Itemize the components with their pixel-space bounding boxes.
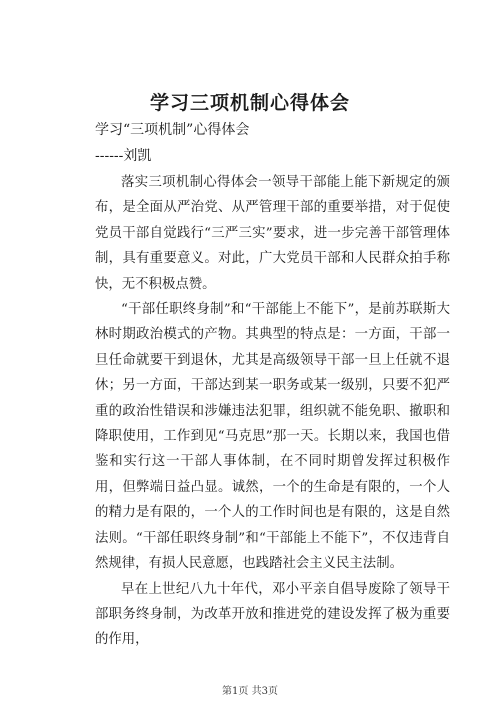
paragraph: 早在上世纪八九十年代，邓小平亲自倡导废除了领导干部职务终身制，为改革开放和推进党的建设发挥了极为重要的作用，	[95, 581, 450, 648]
document-subtitle: 学习“三项机制”心得体会	[95, 122, 250, 138]
paragraph: 落实三项机制心得体会一领导干部能上能下新规定的颁布，是全面从严治党、从严管理干部的重要举措，对于促使党员干部自觉践行“三严三实”要求，进一步完善干部管理体制，具有重要意义。对此，广大党员干部和人民群众拍手称快，无不积极点赞。	[95, 175, 450, 292]
document-title: 学习三项机制心得体会	[149, 92, 350, 114]
document-author: ------刘凯	[95, 148, 152, 164]
paragraph: “干部任职终身制”和“干部能上不能下”，是前苏联斯大林时期政治模式的产物。其典型的特点是：一方面，干部一旦任命就要干到退休，尤其是高级领导干部一旦上任就不退休；另一方面，干部达到某一职务或某一级别，只要不犯严重的政治性错误和涉嫌违法犯罪，组织就不能免职、撤职和降职使用，工作到见“马克思”那一天。长期以来，我国也借鉴和实行这一干部人事体制，在不同时期曾发挥过积极作用，但弊端日益凸显。诚然，一个的生命是有限的，一个人的精力是有限的，一个人的工作时间也是有限的，这是自然法则。“干部任职终身制”和“干部能上不能下”，不仅违背自然规律，有损人民意愿，也践踏社会主义民主法制。	[95, 302, 450, 572]
page-number-footer: 第1页 共3页	[222, 686, 278, 697]
document-body	[95, 170, 450, 653]
